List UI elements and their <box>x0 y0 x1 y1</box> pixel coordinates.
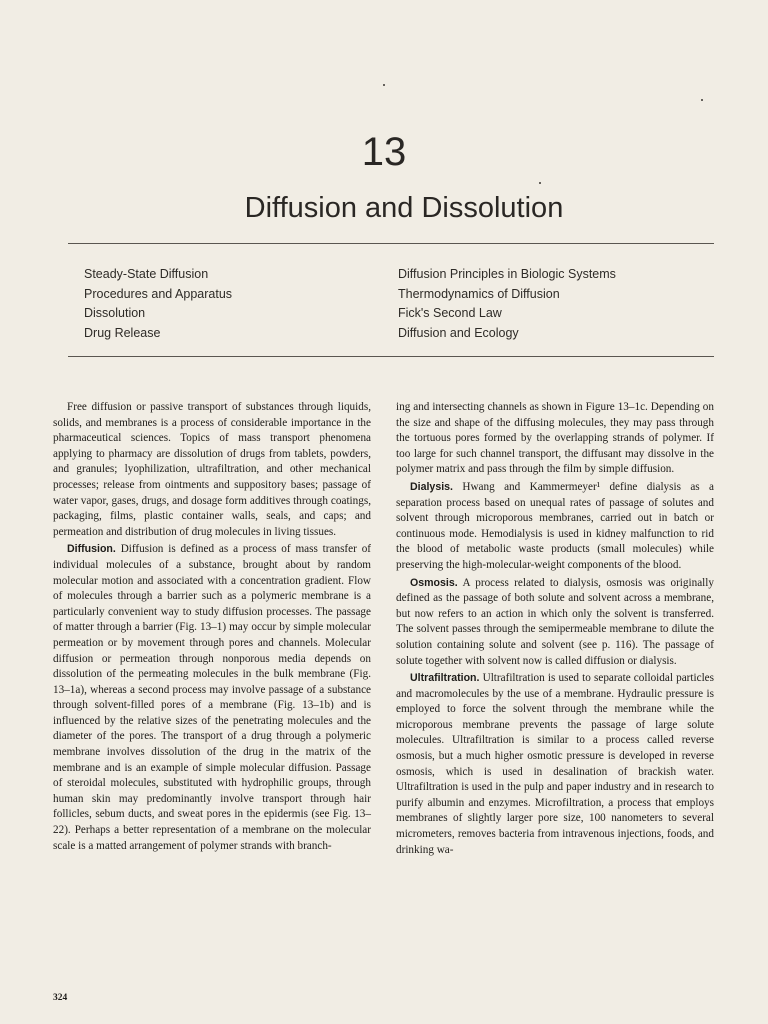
chapter-outline-right <box>398 265 616 343</box>
term-dialysis: Dialysis. <box>410 480 453 493</box>
outline-item: Dissolution <box>84 306 146 320</box>
page-number: 324 <box>53 993 68 1003</box>
paragraph-text: Ultrafiltration is used to separate colloidal particles and macromolecules by the use of a membrane. Hydraulic pressure is employed to force the solvent through the membrane while the microporous membrane prevents the passage of large solute molecules. Ultrafiltration is similar to a process called reverse osmosis, but a much higher osmotic pressure is developed in reverse osmosis, which is used in desalination of brackish water. Ultrafiltration is used in the pulp and paper industry and in research to purify albumin and enzymes. Microfiltration, a process that employs membranes of slightly larger pore size, 100 nanometers to several micrometers, removes bacteria from intravenous injections, foods, and drinking wa- <box>396 672 714 856</box>
paragraph-ultrafiltration <box>396 671 714 858</box>
paragraph-text: Diffusion is defined as a process of mass transfer of individual molecules of a substance, brought about by random molecular motion and associated with a concentration gradient. Flow of molecules through a barrier such as a polymeric membrane is a particularly convenient way to study diffusion processes. The passage of matter through a barrier (Fig. 13–1) may occur by simple molecular permeation or by movement through pores and channels. Molecular diffusion or permeation through nonporous media depends on dissolution of the permeating molecules in the bulk membrane (Fig. 13–1a), whereas a second process may involve passage of a substance through solvent-filled pores of a membrane (Fig. 13–1b) and is influenced by the relative sizes of the penetrating molecules and the diameter of the pores. The transport of a drug through a polymeric membrane involves dissolution of the drug in the matrix of the membrane and is an example of simple molecular diffusion. Passage of steroidal molecules, substituted with hydrophilic groups, through human skin may predominantly involve transport through hair follicles, sebum ducts, and sweat pores in the epidermis (see Fig. 13–22). Perhaps a better representation of a membrane on the molecular scale is a matted arrangement of polymer strands with branch- <box>53 543 372 852</box>
scan-speck <box>701 99 703 101</box>
paragraph-intro: Free diffusion or passive transport of substances through liquids, solids, and membranes is a process of considerable importance in the pharmaceutical sciences. Topics of mass transport phenomena applying to pharmacy are dissolution of drugs from tablets, powders, and granules; lyophilization, ultrafiltration, and other mechanical processes; release from ointments and suppository bases; passage of water vapor, gases, drugs, and dosage form additives through coatings, packaging, films, plastic container walls, seals, and caps; and permeation and distribution of drug molecules in living tissues. <box>53 401 371 538</box>
text-column-left <box>53 400 371 856</box>
term-osmosis: Osmosis. <box>410 576 458 589</box>
outline-item: Diffusion and Ecology <box>398 325 519 340</box>
outline-item: Procedures and Apparatus <box>84 286 233 301</box>
header-rule-top <box>68 243 714 244</box>
paragraph-dialysis <box>396 480 714 574</box>
text-column-right <box>396 400 714 860</box>
paragraph-osmosis <box>396 576 714 670</box>
chapter-title: Diffusion and Dissolution <box>244 192 564 224</box>
term-ultrafiltration: Ultrafiltration. <box>410 672 480 685</box>
paragraph-continued: ing and intersecting channels as shown in Figure 13–1c. Depending on the size and shape of the diffusing molecules, they may pass through the tortuous pores formed by the overlapping strands of polymer. If too large for such channel transport, the diffusant may dissolve in the polymer matrix and pass through the film by simple diffusion. <box>396 401 714 476</box>
paragraph-text: A process related to dialysis, osmosis was originally defined as the passage of both solute and solvent across a membrane, but now refers to an action in which only the solvent is transferred. The solvent passes through the semipermeable membrane to dilute the solution containing solute and solvent (see p. 116). The passage of solute together with solvent now is called diffusion or dialysis. <box>396 576 714 667</box>
chapter-number: 13 <box>361 130 407 174</box>
paragraph-diffusion <box>53 542 371 854</box>
scan-speck <box>539 182 541 184</box>
outline-item: Steady-State Diffusion <box>84 267 209 281</box>
term-diffusion: Diffusion. <box>67 543 116 556</box>
outline-item: Fick's Second Law <box>398 306 502 320</box>
outline-item: Diffusion Principles in Biologic Systems <box>398 267 616 281</box>
paragraph-text: Hwang and Kammermeyer¹ define dialysis as a separation process based on unequal rates of passage of solutes and solvent through microporous membranes, carried out in batch or continuous mode. Hemodialysis is used in kidney malfunction to rid the blood of metabolic waste products (small molecules) while preserving the high-molecular-weight components of the blood. <box>396 480 715 571</box>
header-rule-bottom <box>68 356 714 357</box>
outline-item: Thermodynamics of Diffusion <box>398 286 560 301</box>
chapter-outline-left <box>84 265 232 343</box>
scan-speck <box>383 84 385 86</box>
outline-item: Drug Release <box>84 325 161 340</box>
